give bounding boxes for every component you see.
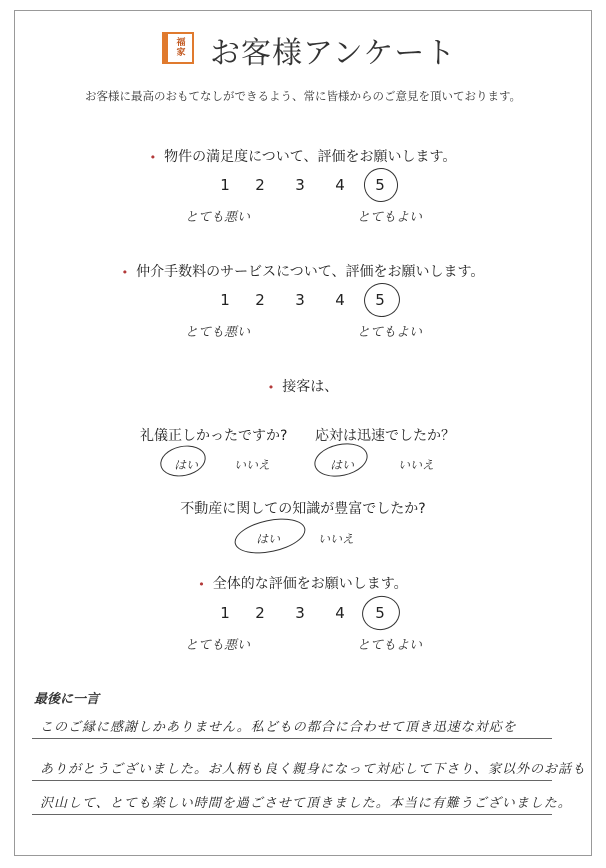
ruled-line xyxy=(32,814,552,815)
answer-no-speed: いいえ xyxy=(398,458,435,472)
comment-heading: 最後に一言 xyxy=(34,692,100,707)
intro-text: お客様に最高のおもてなしができるよう、常に皆様からのご意見を頂いております。 xyxy=(84,89,522,103)
comment-line-1: このご縁に感謝しかありません。私どもの都合に合わせて頂き迅速な対応を xyxy=(40,720,517,735)
label-high: とてもよい xyxy=(357,638,423,653)
page-title: お客様アンケート xyxy=(210,36,457,71)
ruled-line xyxy=(32,780,552,781)
label-high: とてもよい xyxy=(357,325,423,340)
answer-yes-knowledge: はい xyxy=(256,532,281,546)
answer-no-politeness: いいえ xyxy=(234,458,271,472)
answer-yes-speed: はい xyxy=(330,458,355,472)
question-politeness: 礼儀正しかったですか? xyxy=(140,428,288,444)
label-low: とても悪い xyxy=(185,325,251,340)
question-fee-service: • 仲介手数料のサービスについて、評価をお願いします。 xyxy=(121,264,485,280)
question-satisfaction: • 物件の満足度について、評価をお願いします。 xyxy=(149,149,457,165)
question-speed: 応対は迅速でしたか？ xyxy=(315,428,455,444)
answer-yes-politeness: はい xyxy=(174,458,199,472)
question-knowledge: 不動産に関しての知識が豊富でしたか? xyxy=(180,501,426,517)
company-logo: 福 家 xyxy=(162,32,194,64)
question-overall: • 全体的な評価をお願いします。 xyxy=(198,576,408,592)
ruled-line xyxy=(32,738,552,739)
comment-line-3: 沢山して、とても楽しい時間を過ごさせて頂きました。本当に有難うございました。 xyxy=(40,796,572,811)
question-service: • 接客は、 xyxy=(267,379,339,395)
label-high: とてもよい xyxy=(357,210,423,225)
comment-line-2: ありがとうございました。お人柄も良く親身になって対応して下さり、家以外のお話も xyxy=(40,762,587,777)
label-low: とても悪い xyxy=(185,210,251,225)
label-low: とても悪い xyxy=(185,638,251,653)
answer-no-knowledge: いいえ xyxy=(318,532,355,546)
